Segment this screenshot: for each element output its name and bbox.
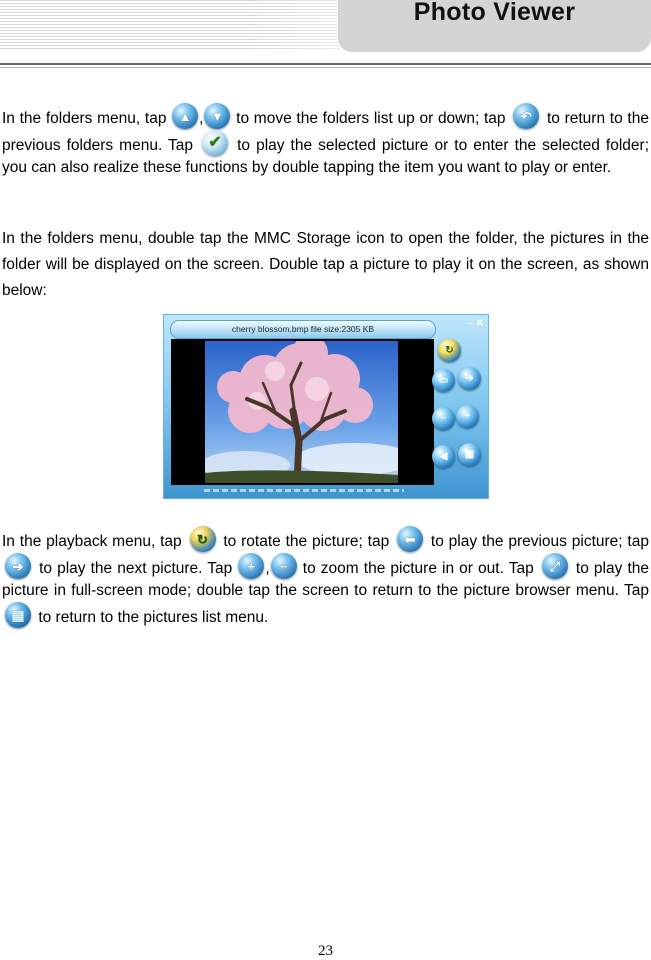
checkmark-icon: ✔ [202, 130, 228, 156]
text: to zoom the picture in or out. Tap [302, 560, 534, 577]
text: to play the next picture. Tap [39, 560, 233, 577]
rotate-icon[interactable]: ↻ [438, 339, 461, 362]
zoom-out-icon: − [271, 553, 297, 579]
previous-icon: ⬅ [397, 526, 423, 552]
fullscreen-icon[interactable]: ▭ [432, 369, 455, 392]
grid-list-icon: ▦ [5, 602, 31, 628]
zoom-in-icon: + [238, 553, 264, 579]
next-icon[interactable]: ➔ [458, 367, 481, 390]
bottom-decoration [204, 489, 404, 492]
zoom-in-icon[interactable]: + [456, 405, 479, 428]
text: to move the folders list up or down; tap [236, 110, 506, 127]
file-info-bar: cherry blossom.bmp file size:2305 KB [170, 320, 436, 339]
page-number: 23 [318, 943, 333, 959]
return-icon: ↶ [513, 103, 539, 129]
zoom-out-icon[interactable]: − [432, 407, 455, 430]
text: to return to the previous folders menu. Tap [2, 110, 649, 154]
header-stripes [0, 0, 340, 50]
text: to play the selected picture or to enter the selected folder; you can also realize these functions by double tapping the item you want to play or enter. [2, 137, 650, 176]
viewer-controls [432, 337, 487, 487]
paragraph-folders-menu [2, 103, 649, 179]
cherry-blossom-photo [205, 341, 398, 483]
text: In the folders menu, tap [2, 110, 167, 127]
previous-icon[interactable]: ◀ [432, 445, 455, 468]
header-rule-thin [0, 67, 651, 68]
photo-display [171, 339, 434, 485]
window-controls-icon: – ✕ [467, 318, 484, 329]
next-icon: ➔ [5, 553, 31, 579]
arrow-up-icon: ▲ [172, 103, 198, 129]
text: In the playback menu, tap [2, 533, 182, 550]
header-rule [0, 63, 651, 65]
text: , [199, 110, 204, 127]
rotate-icon: ↻ [190, 526, 216, 552]
text: to rotate the picture; tap [223, 533, 390, 550]
photo-viewer-screenshot [163, 314, 489, 499]
page-title: Photo Viewer [413, 0, 576, 26]
paragraph-playback-menu [2, 526, 649, 629]
arrow-down-icon: ▼ [204, 103, 230, 129]
text: to return to the pictures list menu. [38, 609, 269, 626]
fullscreen-icon: ⤢ [542, 553, 568, 579]
paragraph-open-folder: In the folders menu, double tap the MMC Storage icon to open the folder, the pictures in the folder will be displayed on the screen. Double tap a picture to play it on the screen, as shown below: [2, 230, 649, 299]
text: to play the previous picture; tap [430, 533, 649, 550]
grid-list-icon[interactable]: ▦ [458, 443, 481, 466]
text: to play the picture in full-screen mode; double tap the screen to return to the picture browser menu. Tap [2, 560, 649, 599]
text: , [265, 560, 270, 577]
